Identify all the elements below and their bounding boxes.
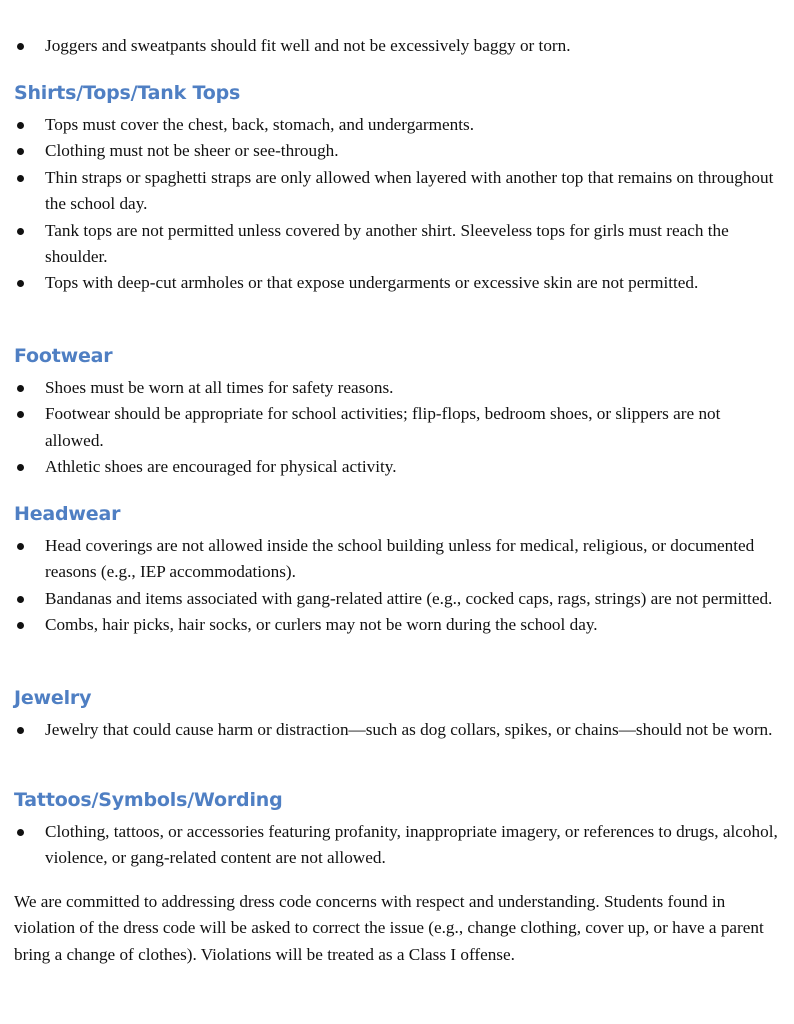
list-item bbox=[0, 218, 794, 271]
section-headwear bbox=[0, 502, 794, 639]
list-item bbox=[0, 112, 794, 138]
list-item-text: Shoes must be worn at all times for safety reasons. bbox=[45, 378, 394, 397]
bullet-icon bbox=[17, 411, 24, 418]
closing-paragraph: We are committed to addressing dress code concerns with respect and understanding. Students found in violation of the dress code will be asked to correct the issue (e.g., change clothing, cover up, or have a parent bring a change of clothes). Violations will be treated as a Class I offense. bbox=[14, 892, 764, 964]
list-item-text: Joggers and sweatpants should fit well and not be excessively baggy or torn. bbox=[45, 36, 571, 55]
bullet-icon bbox=[17, 228, 24, 235]
list-item-text: Head coverings are not allowed inside the school building unless for medical, religious, or documented reasons (e.g., IEP accommodations). bbox=[45, 536, 755, 582]
headwear-bullet-list bbox=[0, 533, 794, 639]
list-item-text: Athletic shoes are encouraged for physical activity. bbox=[45, 457, 397, 477]
bullet-icon bbox=[17, 543, 24, 550]
bullet-icon bbox=[17, 148, 24, 155]
section-footwear bbox=[0, 344, 794, 481]
list-item bbox=[0, 138, 794, 164]
list-item-text: Jewelry that could cause harm or distraction—such as dog collars, spikes, or chains—should not be worn. bbox=[45, 720, 773, 739]
list-item bbox=[0, 165, 794, 218]
bullet-icon bbox=[17, 464, 24, 471]
bullet-icon bbox=[17, 829, 24, 836]
list-item bbox=[0, 454, 794, 480]
top-list-block bbox=[0, 33, 794, 59]
footwear-bullet-list bbox=[0, 375, 794, 481]
closing-block bbox=[0, 889, 794, 968]
top-bullet-list bbox=[0, 33, 794, 59]
list-item-text: Clothing, tattoos, or accessories featuring profanity, inappropriate imagery, or references to drugs, alcohol, violence, or gang-related content are not allowed. bbox=[45, 822, 778, 868]
list-item bbox=[0, 612, 794, 638]
list-item bbox=[0, 717, 794, 743]
section-heading-shirts: Shirts/Tops/Tank Tops bbox=[14, 82, 241, 104]
section-heading-jewelry: Jewelry bbox=[14, 687, 92, 709]
list-item bbox=[0, 586, 794, 612]
section-heading-headwear: Headwear bbox=[14, 503, 121, 525]
list-item bbox=[0, 270, 794, 296]
list-item-text: Tank tops are not permitted unless covered by another shirt. Sleeveless tops for girls must reach the shoulder. bbox=[45, 220, 729, 267]
list-item bbox=[0, 401, 794, 454]
bullet-icon bbox=[17, 122, 24, 129]
bullet-icon bbox=[17, 727, 24, 734]
section-shirts bbox=[0, 81, 794, 297]
list-item bbox=[0, 375, 794, 401]
tattoos-bullet-list bbox=[0, 819, 794, 872]
list-item-text: Thin straps or spaghetti straps are only allowed when layered with another top that remains on throughout the school day. bbox=[45, 167, 774, 214]
bullet-icon bbox=[17, 175, 24, 182]
list-item-text: Tops with deep-cut armholes or that expose undergarments or excessive skin are not permitted. bbox=[45, 273, 699, 293]
shirts-bullet-list bbox=[0, 112, 794, 297]
section-tattoos bbox=[0, 788, 794, 872]
section-heading-footwear: Footwear bbox=[14, 345, 113, 367]
bullet-icon bbox=[17, 43, 24, 50]
jewelry-bullet-list bbox=[0, 717, 794, 743]
list-item-text: Tops must cover the chest, back, stomach, and undergarments. bbox=[45, 115, 475, 134]
bullet-icon bbox=[17, 280, 24, 287]
list-item-text: Clothing must not be sheer or see-through. bbox=[45, 141, 339, 161]
section-jewelry bbox=[0, 686, 794, 743]
list-item-text: Footwear should be appropriate for school activities; flip-flops, bedroom shoes, or slippers are not allowed. bbox=[45, 404, 721, 450]
list-item-text: Bandanas and items associated with gang-related attire (e.g., cocked caps, rags, strings) are not permitted. bbox=[45, 588, 773, 608]
list-item bbox=[0, 33, 794, 59]
list-item bbox=[0, 819, 794, 872]
section-heading-tattoos: Tattoos/Symbols/Wording bbox=[14, 789, 283, 811]
bullet-icon bbox=[17, 622, 24, 629]
list-item bbox=[0, 533, 794, 586]
bullet-icon bbox=[17, 596, 24, 603]
list-item-text: Combs, hair picks, hair socks, or curlers may not be worn during the school day. bbox=[45, 615, 598, 635]
bullet-icon bbox=[17, 385, 24, 392]
